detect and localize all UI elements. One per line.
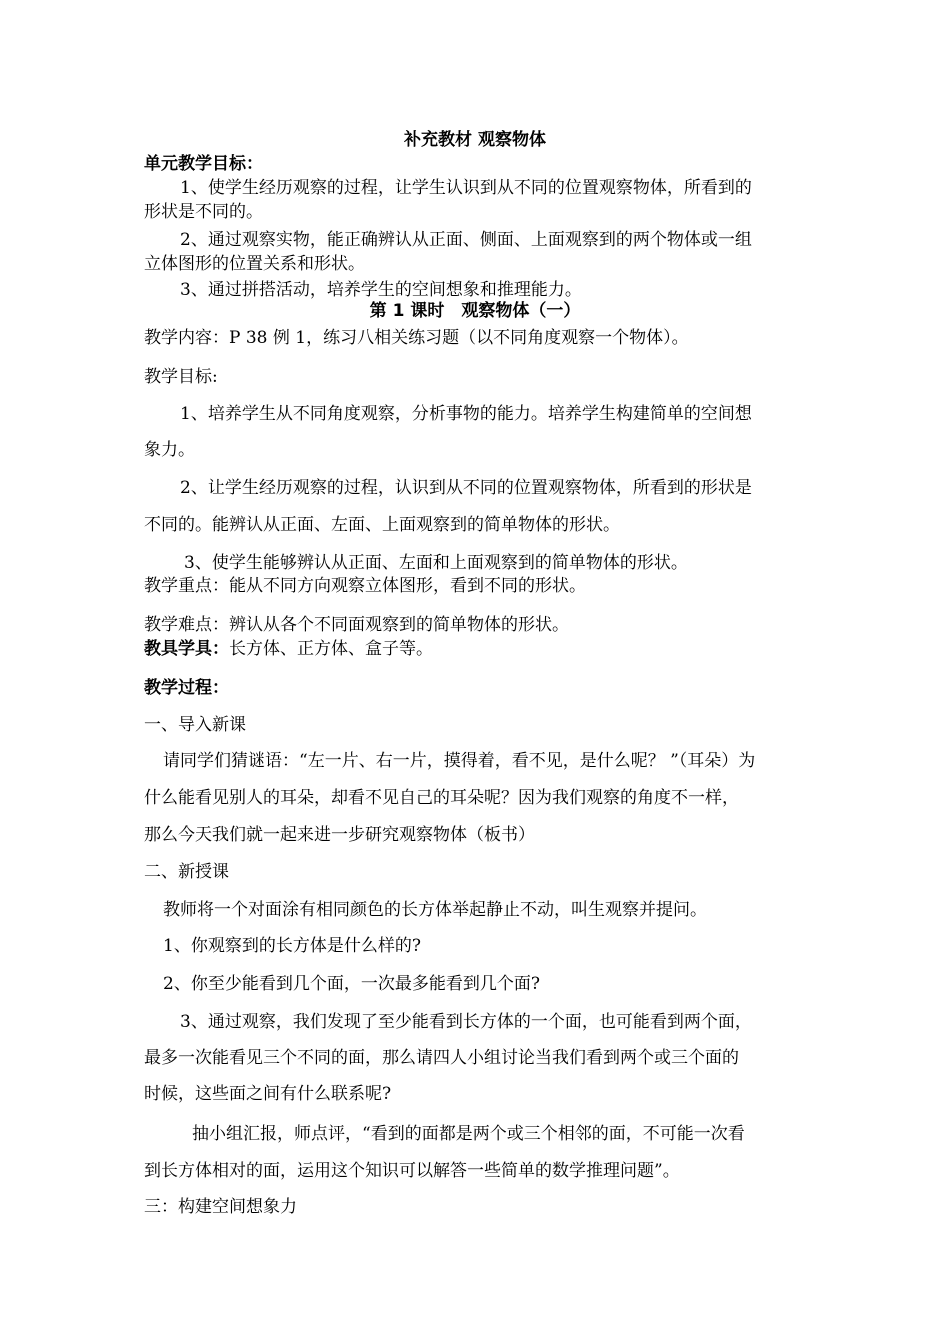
unit-goal-2-line-2: 立体图形的位置关系和形状。	[144, 254, 365, 274]
section-2-intro: 教师将一个对面涂有相同颜色的长方体举起静止不动，叫生观察并提问。	[163, 900, 707, 920]
tools-line	[144, 638, 814, 660]
section-2-question-3-line-2: 最多一次能看见三个不同的面，那么请四人小组讨论当我们看到两个或三个面的	[144, 1048, 739, 1068]
section-1-title: 一、导入新课	[144, 715, 246, 735]
unit-goal-3: 3、通过拼搭活动，培养学生的空间想象和推理能力。	[180, 280, 582, 300]
lesson-goal-1-line-1: 1、培养学生从不同角度观察，分析事物的能力。培养学生构建简单的空间想	[180, 404, 752, 424]
section-2-question-3-line-3: 时候，这些面之间有什么联系呢?	[144, 1084, 392, 1104]
section-1-line-2: 什么能看见别人的耳朵，却看不见自己的耳朵呢？因为我们观察的角度不一样，	[144, 788, 739, 808]
key-point: 教学重点：能从不同方向观察立体图形，看到不同的形状。	[144, 576, 586, 596]
unit-goals-heading: 单元教学目标：	[144, 154, 263, 174]
process-label: 教学过程：	[144, 678, 229, 698]
document-title: 补充教材 观察物体	[404, 130, 546, 150]
unit-goal-1-line-2: 形状是不同的。	[144, 202, 263, 222]
section-1-line-3: 那么今天我们就一起来进一步研究观察物体（板书）	[144, 825, 535, 845]
unit-goal-2-line-1: 2、通过观察实物，能正确辨认从正面、侧面、上面观察到的两个物体或一组	[180, 230, 752, 250]
tools-text: 长方体、正方体、盒子等。	[229, 639, 433, 659]
section-2-question-3-line-1: 3、通过观察，我们发现了至少能看到长方体的一个面，也可能看到两个面，	[180, 1012, 752, 1032]
difficulty: 教学难点：辨认从各个不同面观察到的简单物体的形状。	[144, 615, 569, 635]
lesson-content: 教学内容：P 38 例 1，练习八相关练习题（以不同角度观察一个物体）。	[144, 328, 689, 348]
unit-goal-1-line-1: 1、使学生经历观察的过程，让学生认识到从不同的位置观察物体，所看到的	[180, 178, 752, 198]
section-2-report-line-2: 到长方体相对的面，运用这个知识可以解答一些简单的数学推理问题”。	[144, 1161, 680, 1181]
lesson-goal-1-line-2: 象力。	[144, 440, 195, 460]
lesson-goals-label: 教学目标:	[144, 367, 218, 387]
section-2-question-1: 1、你观察到的长方体是什么样的?	[163, 936, 421, 956]
section-2-title: 二、新授课	[144, 862, 229, 882]
lesson-goal-2-line-2: 不同的。能辨认从正面、左面、上面观察到的简单物体的形状。	[144, 515, 620, 535]
tools-label: 教具学具：	[144, 639, 229, 659]
section-3-title: 三：构建空间想象力	[144, 1197, 297, 1217]
section-2-question-2: 2、你至少能看到几个面，一次最多能看到几个面?	[163, 974, 540, 994]
lesson-goal-3: 3、使学生能够辨认从正面、左面和上面观察到的简单物体的形状。	[184, 553, 688, 573]
section-2-report-line-1: 抽小组汇报，师点评，“看到的面都是两个或三个相邻的面，不可能一次看	[192, 1124, 745, 1144]
lesson-title: 第 1 课时 观察物体（一）	[369, 301, 581, 321]
lesson-goal-2-line-1: 2、让学生经历观察的过程，认识到从不同的位置观察物体，所看到的形状是	[180, 478, 752, 498]
section-1-line-1: 请同学们猜谜语：“左一片、右一片，摸得着，看不见，是什么呢？ ”（耳朵）为	[163, 751, 756, 771]
